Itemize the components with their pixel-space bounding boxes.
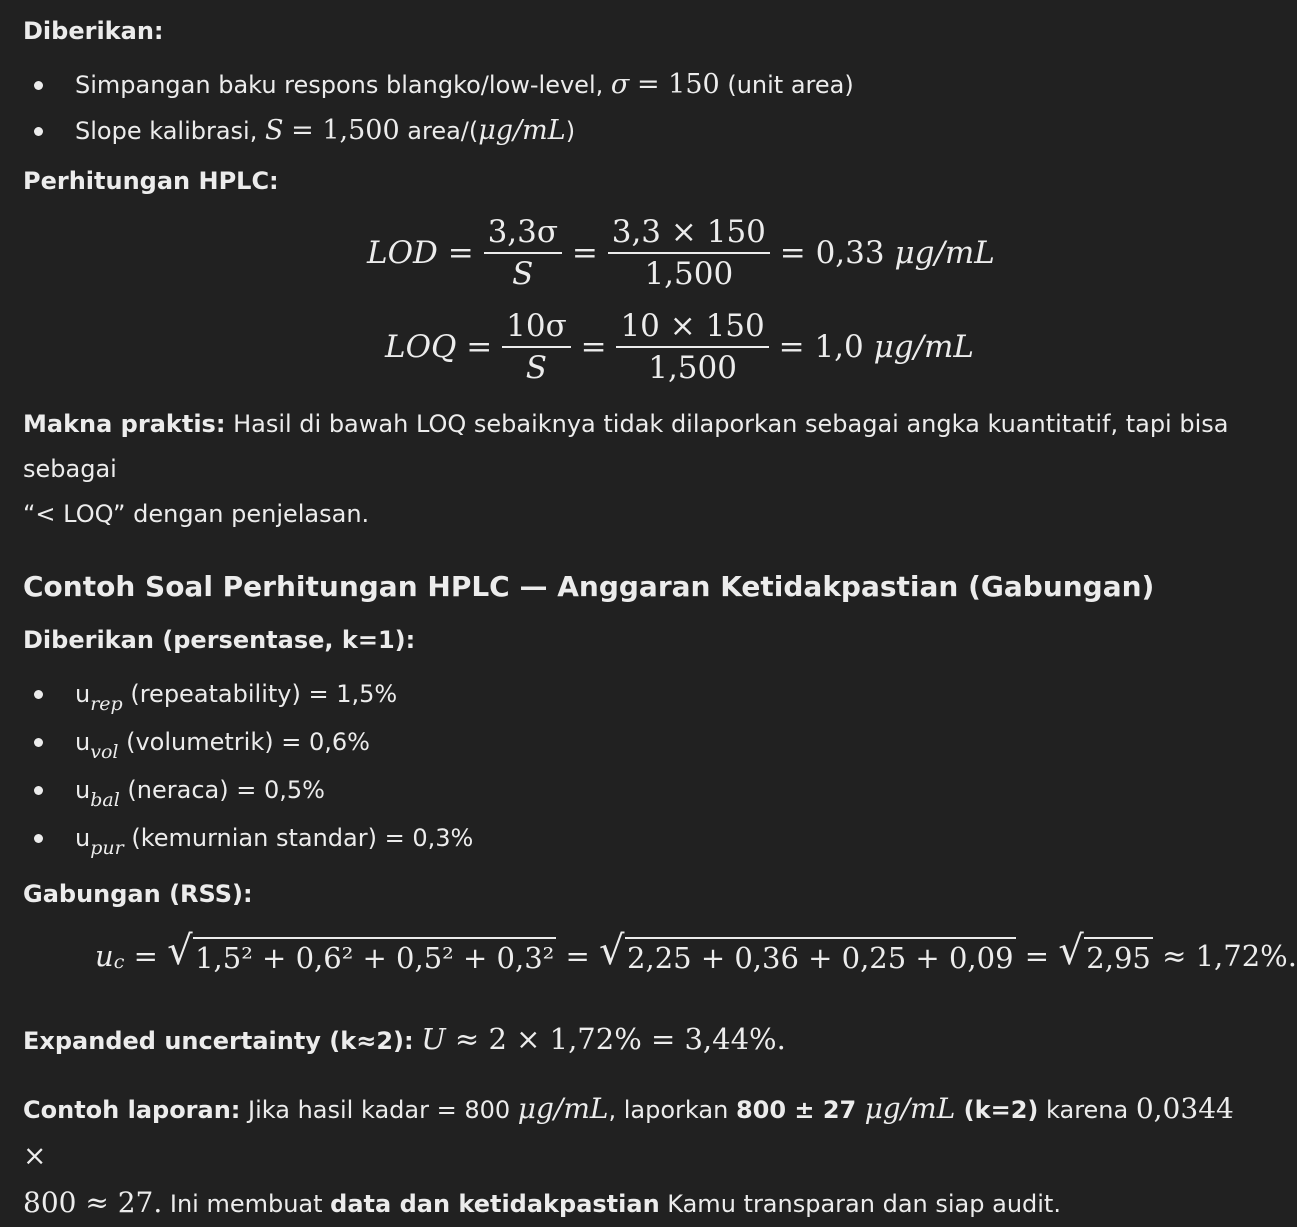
- sqrt-2: √ 2,25 + 0,36 + 0,25 + 0,09: [599, 928, 1014, 975]
- loq-fraction-2: $\frac{10 \times 150}{1,500}$: [616, 306, 768, 388]
- report-example: Contoh laporan: Jika hasil kadar = 800 μg/mL, laporkan 800 ± 27 μg/mL (k=2) karena 0,0344 × 800 ≈ 27. Ini membuat data dan ketidakpastian Kamu transparan dan siap audit.: [23, 1092, 1234, 1219]
- loq-fraction-1: $\frac{10\sigma}{S}$: [502, 306, 571, 388]
- combined-heading: Gabungan (RSS):: [23, 880, 253, 908]
- list-item: $u_{pur}$ (kemurnian standar) = 0,3%: [23, 815, 1263, 863]
- section-title: Contoh Soal Perhitungan HPLC — Anggaran Ketidakpastian (Gabungan): [23, 570, 1155, 603]
- bullet-icon: [34, 127, 43, 136]
- sigma-symbol: σ: [610, 69, 630, 100]
- list-item: $u_{bal}$ (neraca) = 0,5%: [23, 767, 1263, 815]
- list-item: Slope kalibrasi, S = 1,500 area/(μg/mL): [23, 108, 1263, 154]
- loq-equation: LOQ = $\frac{10\sigma}{S}$ = $\frac{10 \times 150}{1,500}$ = 1,0 μg/mL: [385, 308, 975, 386]
- lod-loq-equations: [23, 202, 1263, 398]
- list-item: $u_{vol}$ (volumetrik) = 0,6%: [23, 719, 1263, 767]
- bullet-icon: [34, 81, 43, 90]
- bullet-icon: [34, 834, 43, 843]
- given-heading: Diberikan:: [23, 17, 164, 45]
- lod-fraction-2: $\frac{3,3 \times 150}{1,500}$: [608, 212, 770, 294]
- list-item: Simpangan baku respons blangko/low-level, σ = 150 (unit area): [23, 62, 1263, 108]
- combined-equation: $u_c$ = √ 1,5² + 0,6² + 0,5² + 0,3² = √ 2,25 + 0,36 + 0,25 + 0,09 = √ 2,95 ≈ 1,72%.: [95, 928, 1297, 975]
- sqrt-3: √ 2,95: [1058, 928, 1151, 975]
- bullet-icon: [34, 690, 43, 699]
- bullet-icon: [34, 738, 43, 747]
- lod-fraction-1: $\frac{3,3\sigma}{S}$: [484, 212, 562, 294]
- calc-heading: Perhitungan HPLC:: [23, 167, 279, 195]
- given-list: [23, 62, 1263, 154]
- practical-meaning: Makna praktis: Hasil di bawah LOQ sebaiknya tidak dilaporkan sebagai angka kuantitatif, tapi bisa sebagai “< LOQ” dengan penjelasan.: [23, 410, 1229, 528]
- lod-equation: LOD = $\frac{3,3\sigma}{S}$ = $\frac{3,3 \times 150}{1,500}$ = 0,33 μg/mL: [367, 214, 995, 292]
- expanded-uncertainty: Expanded uncertainty (k≈2): U ≈ 2 × 1,72% = 3,44%.: [23, 1022, 786, 1056]
- combined-equation-block: [23, 911, 1297, 1003]
- list-item: $u_{rep}$ (repeatability) = 1,5%: [23, 671, 1263, 719]
- uncertainty-list: [23, 671, 1263, 863]
- sqrt-1: √ 1,5² + 0,6² + 0,5² + 0,3²: [167, 928, 555, 975]
- bullet-icon: [34, 786, 43, 795]
- given2-heading: Diberikan (persentase, k=1):: [23, 626, 416, 654]
- chat-response: [23, 14, 1297, 1227]
